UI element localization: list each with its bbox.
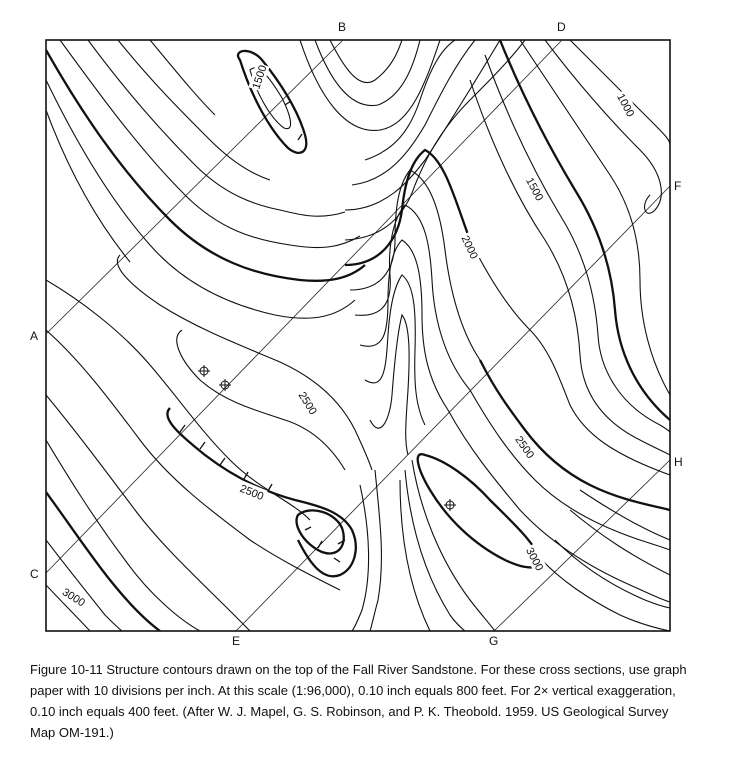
- endpoint-label-c: C: [30, 567, 39, 581]
- contour-label: 3000: [523, 545, 546, 574]
- contour-label: 2500: [295, 389, 319, 418]
- section-line-g-h: [494, 460, 670, 631]
- contour-line: [520, 40, 670, 395]
- contour-label: 1000: [614, 91, 637, 120]
- endpoint-label-h: H: [674, 455, 683, 469]
- contour-depression-inner: [297, 510, 344, 553]
- contour-line: [315, 40, 420, 106]
- contour-line: [330, 40, 402, 83]
- contour-line: [405, 470, 465, 631]
- contour-line: [46, 330, 340, 590]
- endpoint-label-b: B: [338, 20, 347, 34]
- contour-line: [46, 80, 355, 318]
- contour-line: [46, 540, 122, 631]
- contour-label: 2500: [238, 482, 266, 504]
- contour-line: [555, 540, 670, 608]
- contour-closure-1500: [238, 51, 306, 153]
- contour-line: [117, 255, 372, 470]
- contour-line: [360, 240, 448, 410]
- figure-caption: Figure 10-11 Structure contours drawn on the top of the Fall River Sandstone. For these cross sections, use graph paper with 10 divisions per inch. At this scale (1:96,000), 0.10 inch equals 800 feet. For 2× vertical exaggeration, 0.10 inch equals 400 feet. (After W. J. Mapel, G. S. Robinson, and P. K. Theobold. 1959. US Geological Survey Map OM-191.): [30, 662, 687, 740]
- contour-line: [370, 470, 381, 631]
- contour-label: 2500: [512, 434, 537, 462]
- contour-line: [545, 40, 661, 213]
- endpoint-label-g: G: [489, 634, 499, 648]
- endpoint-label-a: A: [30, 329, 39, 343]
- contour-line: [150, 40, 215, 115]
- contour-line: [400, 480, 430, 631]
- contour-line: [46, 440, 200, 631]
- well-symbols: [198, 365, 456, 511]
- well-symbol: [198, 365, 210, 377]
- contour-line: [365, 275, 425, 425]
- contour-line: [365, 40, 455, 160]
- contour-lines: [46, 40, 670, 631]
- contour-index-line: [46, 50, 365, 281]
- endpoint-label-f: F: [674, 179, 682, 193]
- contour-label: 1500: [250, 63, 270, 91]
- contour-line: [46, 110, 130, 262]
- contour-label: 1500: [523, 175, 546, 204]
- contour-line: [345, 40, 525, 240]
- endpoint-label-e: E: [232, 634, 241, 648]
- well-symbol: [444, 499, 456, 511]
- contour-label: 3000: [59, 586, 88, 610]
- contour-line: [118, 40, 270, 180]
- map-frame: [46, 40, 670, 631]
- contour-labels: [58, 62, 638, 610]
- contour-line: [580, 490, 670, 540]
- contour-index-1500: [500, 40, 670, 420]
- contour-closure-3000: [418, 454, 541, 567]
- contour-label: 2000: [458, 233, 480, 262]
- well-symbol: [219, 379, 231, 391]
- endpoint-label-d: D: [557, 20, 566, 34]
- cross-section-lines: [46, 40, 670, 631]
- section-line-a-b: [46, 40, 343, 334]
- contour-line: [370, 315, 409, 455]
